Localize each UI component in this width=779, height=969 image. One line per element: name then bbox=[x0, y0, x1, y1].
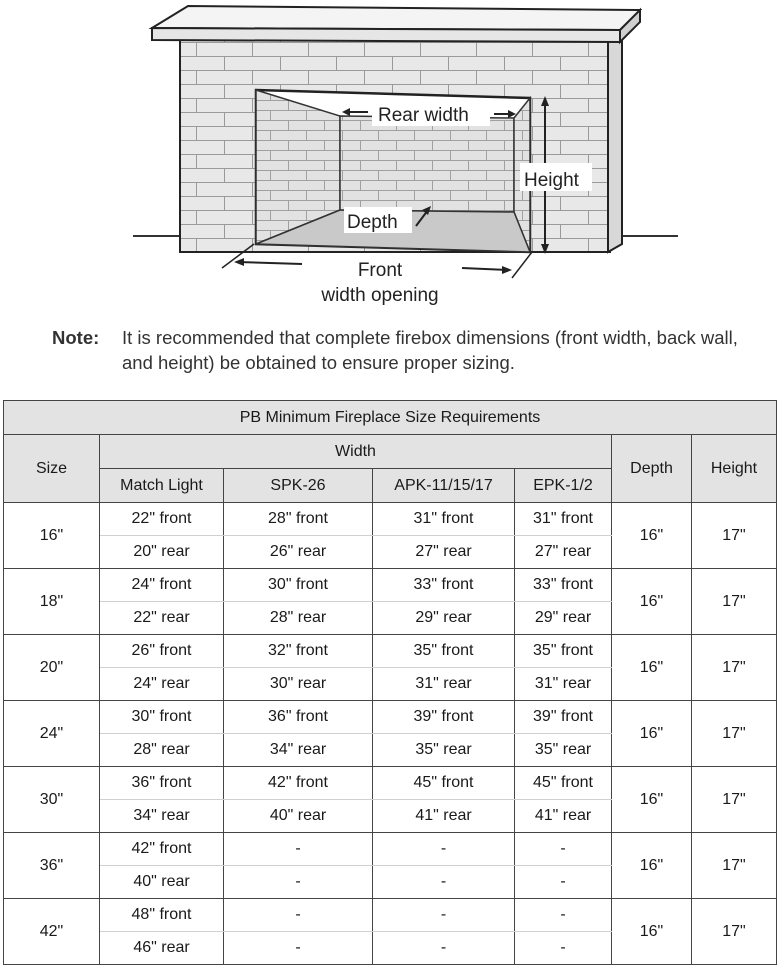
height-cell: 17" bbox=[692, 701, 777, 767]
rear-cell: 30" rear bbox=[224, 668, 373, 701]
size-cell: 16" bbox=[4, 503, 100, 569]
depth-cell: 16" bbox=[612, 569, 692, 635]
depth-cell: 16" bbox=[612, 503, 692, 569]
size-cell: 42" bbox=[4, 899, 100, 965]
front-cell: 48" front bbox=[100, 899, 224, 932]
front-arrow-left bbox=[238, 262, 302, 264]
header-size: Size bbox=[4, 435, 100, 503]
rear-cell: - bbox=[515, 866, 612, 899]
front-cell: 42" front bbox=[100, 833, 224, 866]
front-cell: 33" front bbox=[373, 569, 515, 602]
header-epk: EPK-1/2 bbox=[515, 469, 612, 503]
height-cell: 17" bbox=[692, 503, 777, 569]
depth-cell: 16" bbox=[612, 701, 692, 767]
rear-cell: 31" rear bbox=[515, 668, 612, 701]
rear-cell: - bbox=[224, 866, 373, 899]
front-cell: - bbox=[515, 899, 612, 932]
rear-cell: 40" rear bbox=[224, 800, 373, 833]
rear-cell: 35" rear bbox=[515, 734, 612, 767]
size-cell: 18" bbox=[4, 569, 100, 635]
table-row bbox=[4, 767, 777, 800]
height-cell: 17" bbox=[692, 767, 777, 833]
front-label-line2: width opening bbox=[321, 285, 439, 306]
note-label: Note: bbox=[52, 327, 100, 348]
front-cell: 39" front bbox=[515, 701, 612, 734]
front-cell: 36" front bbox=[100, 767, 224, 800]
rear-cell: 29" rear bbox=[515, 602, 612, 635]
mantel-front bbox=[152, 28, 620, 42]
rear-cell: 22" rear bbox=[100, 602, 224, 635]
front-cell: - bbox=[373, 833, 515, 866]
rear-cell: 31" rear bbox=[373, 668, 515, 701]
header-width: Width bbox=[100, 435, 612, 469]
fireplace-diagram bbox=[0, 0, 779, 320]
table-row bbox=[4, 635, 777, 668]
height-cell: 17" bbox=[692, 899, 777, 965]
header-apk: APK-11/15/17 bbox=[373, 469, 515, 503]
rear-cell: 40" rear bbox=[100, 866, 224, 899]
firebox-back-wall bbox=[340, 116, 514, 212]
rear-cell: 24" rear bbox=[100, 668, 224, 701]
front-cell: 33" front bbox=[515, 569, 612, 602]
rear-cell: - bbox=[373, 932, 515, 965]
size-cell: 30" bbox=[4, 767, 100, 833]
size-requirements-table bbox=[3, 400, 777, 965]
mantel-top bbox=[152, 6, 640, 30]
front-cell: 42" front bbox=[224, 767, 373, 800]
front-cell: 26" front bbox=[100, 635, 224, 668]
table-row bbox=[4, 899, 777, 932]
rear-cell: 28" rear bbox=[224, 602, 373, 635]
header-depth: Depth bbox=[612, 435, 692, 503]
depth-cell: 16" bbox=[612, 899, 692, 965]
front-cell: 28" front bbox=[224, 503, 373, 536]
rear-cell: 34" rear bbox=[224, 734, 373, 767]
table-row bbox=[4, 503, 777, 536]
front-cell: - bbox=[224, 899, 373, 932]
front-cell: 22" front bbox=[100, 503, 224, 536]
brick-side bbox=[608, 30, 622, 252]
rear-cell: 27" rear bbox=[515, 536, 612, 569]
front-cell: 39" front bbox=[373, 701, 515, 734]
table-body bbox=[4, 503, 777, 965]
front-cell: 35" front bbox=[515, 635, 612, 668]
table-title: PB Minimum Fireplace Size Requirements bbox=[4, 401, 777, 435]
rear-cell: 29" rear bbox=[373, 602, 515, 635]
rear-cell: - bbox=[224, 932, 373, 965]
size-cell: 36" bbox=[4, 833, 100, 899]
rear-cell: 26" rear bbox=[224, 536, 373, 569]
height-cell: 17" bbox=[692, 635, 777, 701]
rear-cell: 20" rear bbox=[100, 536, 224, 569]
front-cell: 24" front bbox=[100, 569, 224, 602]
rear-cell: 35" rear bbox=[373, 734, 515, 767]
rear-width-label: Rear width bbox=[378, 105, 469, 126]
rear-cell: 46" rear bbox=[100, 932, 224, 965]
height-label: Height bbox=[524, 170, 579, 191]
rear-cell: 34" rear bbox=[100, 800, 224, 833]
depth-cell: 16" bbox=[612, 833, 692, 899]
depth-cell: 16" bbox=[612, 767, 692, 833]
rear-cell: - bbox=[515, 932, 612, 965]
rear-cell: 41" rear bbox=[373, 800, 515, 833]
header-height: Height bbox=[692, 435, 777, 503]
rear-cell: 28" rear bbox=[100, 734, 224, 767]
height-cell: 17" bbox=[692, 569, 777, 635]
front-width-line-right bbox=[512, 252, 532, 278]
size-cell: 24" bbox=[4, 701, 100, 767]
front-cell: 30" front bbox=[100, 701, 224, 734]
front-cell: 32" front bbox=[224, 635, 373, 668]
header-spk-26: SPK-26 bbox=[224, 469, 373, 503]
height-cell: 17" bbox=[692, 833, 777, 899]
rear-cell: 41" rear bbox=[515, 800, 612, 833]
table-row bbox=[4, 833, 777, 866]
header-match-light: Match Light bbox=[100, 469, 224, 503]
rear-cell: 27" rear bbox=[373, 536, 515, 569]
front-label-line1: Front bbox=[357, 260, 403, 281]
front-arrow-right bbox=[462, 268, 508, 270]
depth-cell: 16" bbox=[612, 635, 692, 701]
front-cell: - bbox=[373, 899, 515, 932]
rear-cell: - bbox=[373, 866, 515, 899]
note-text: It is recommended that complete firebox dimensions (front width, back wall, and height) be obtained to ensure proper sizing. bbox=[122, 327, 738, 373]
front-cell: 31" front bbox=[373, 503, 515, 536]
depth-label: Depth bbox=[347, 212, 398, 233]
front-cell: - bbox=[515, 833, 612, 866]
front-cell: 45" front bbox=[373, 767, 515, 800]
front-cell: 31" front bbox=[515, 503, 612, 536]
front-cell: - bbox=[224, 833, 373, 866]
front-cell: 30" front bbox=[224, 569, 373, 602]
front-cell: 35" front bbox=[373, 635, 515, 668]
front-cell: 45" front bbox=[515, 767, 612, 800]
table-row bbox=[4, 569, 777, 602]
front-cell: 36" front bbox=[224, 701, 373, 734]
table-row bbox=[4, 701, 777, 734]
size-cell: 20" bbox=[4, 635, 100, 701]
